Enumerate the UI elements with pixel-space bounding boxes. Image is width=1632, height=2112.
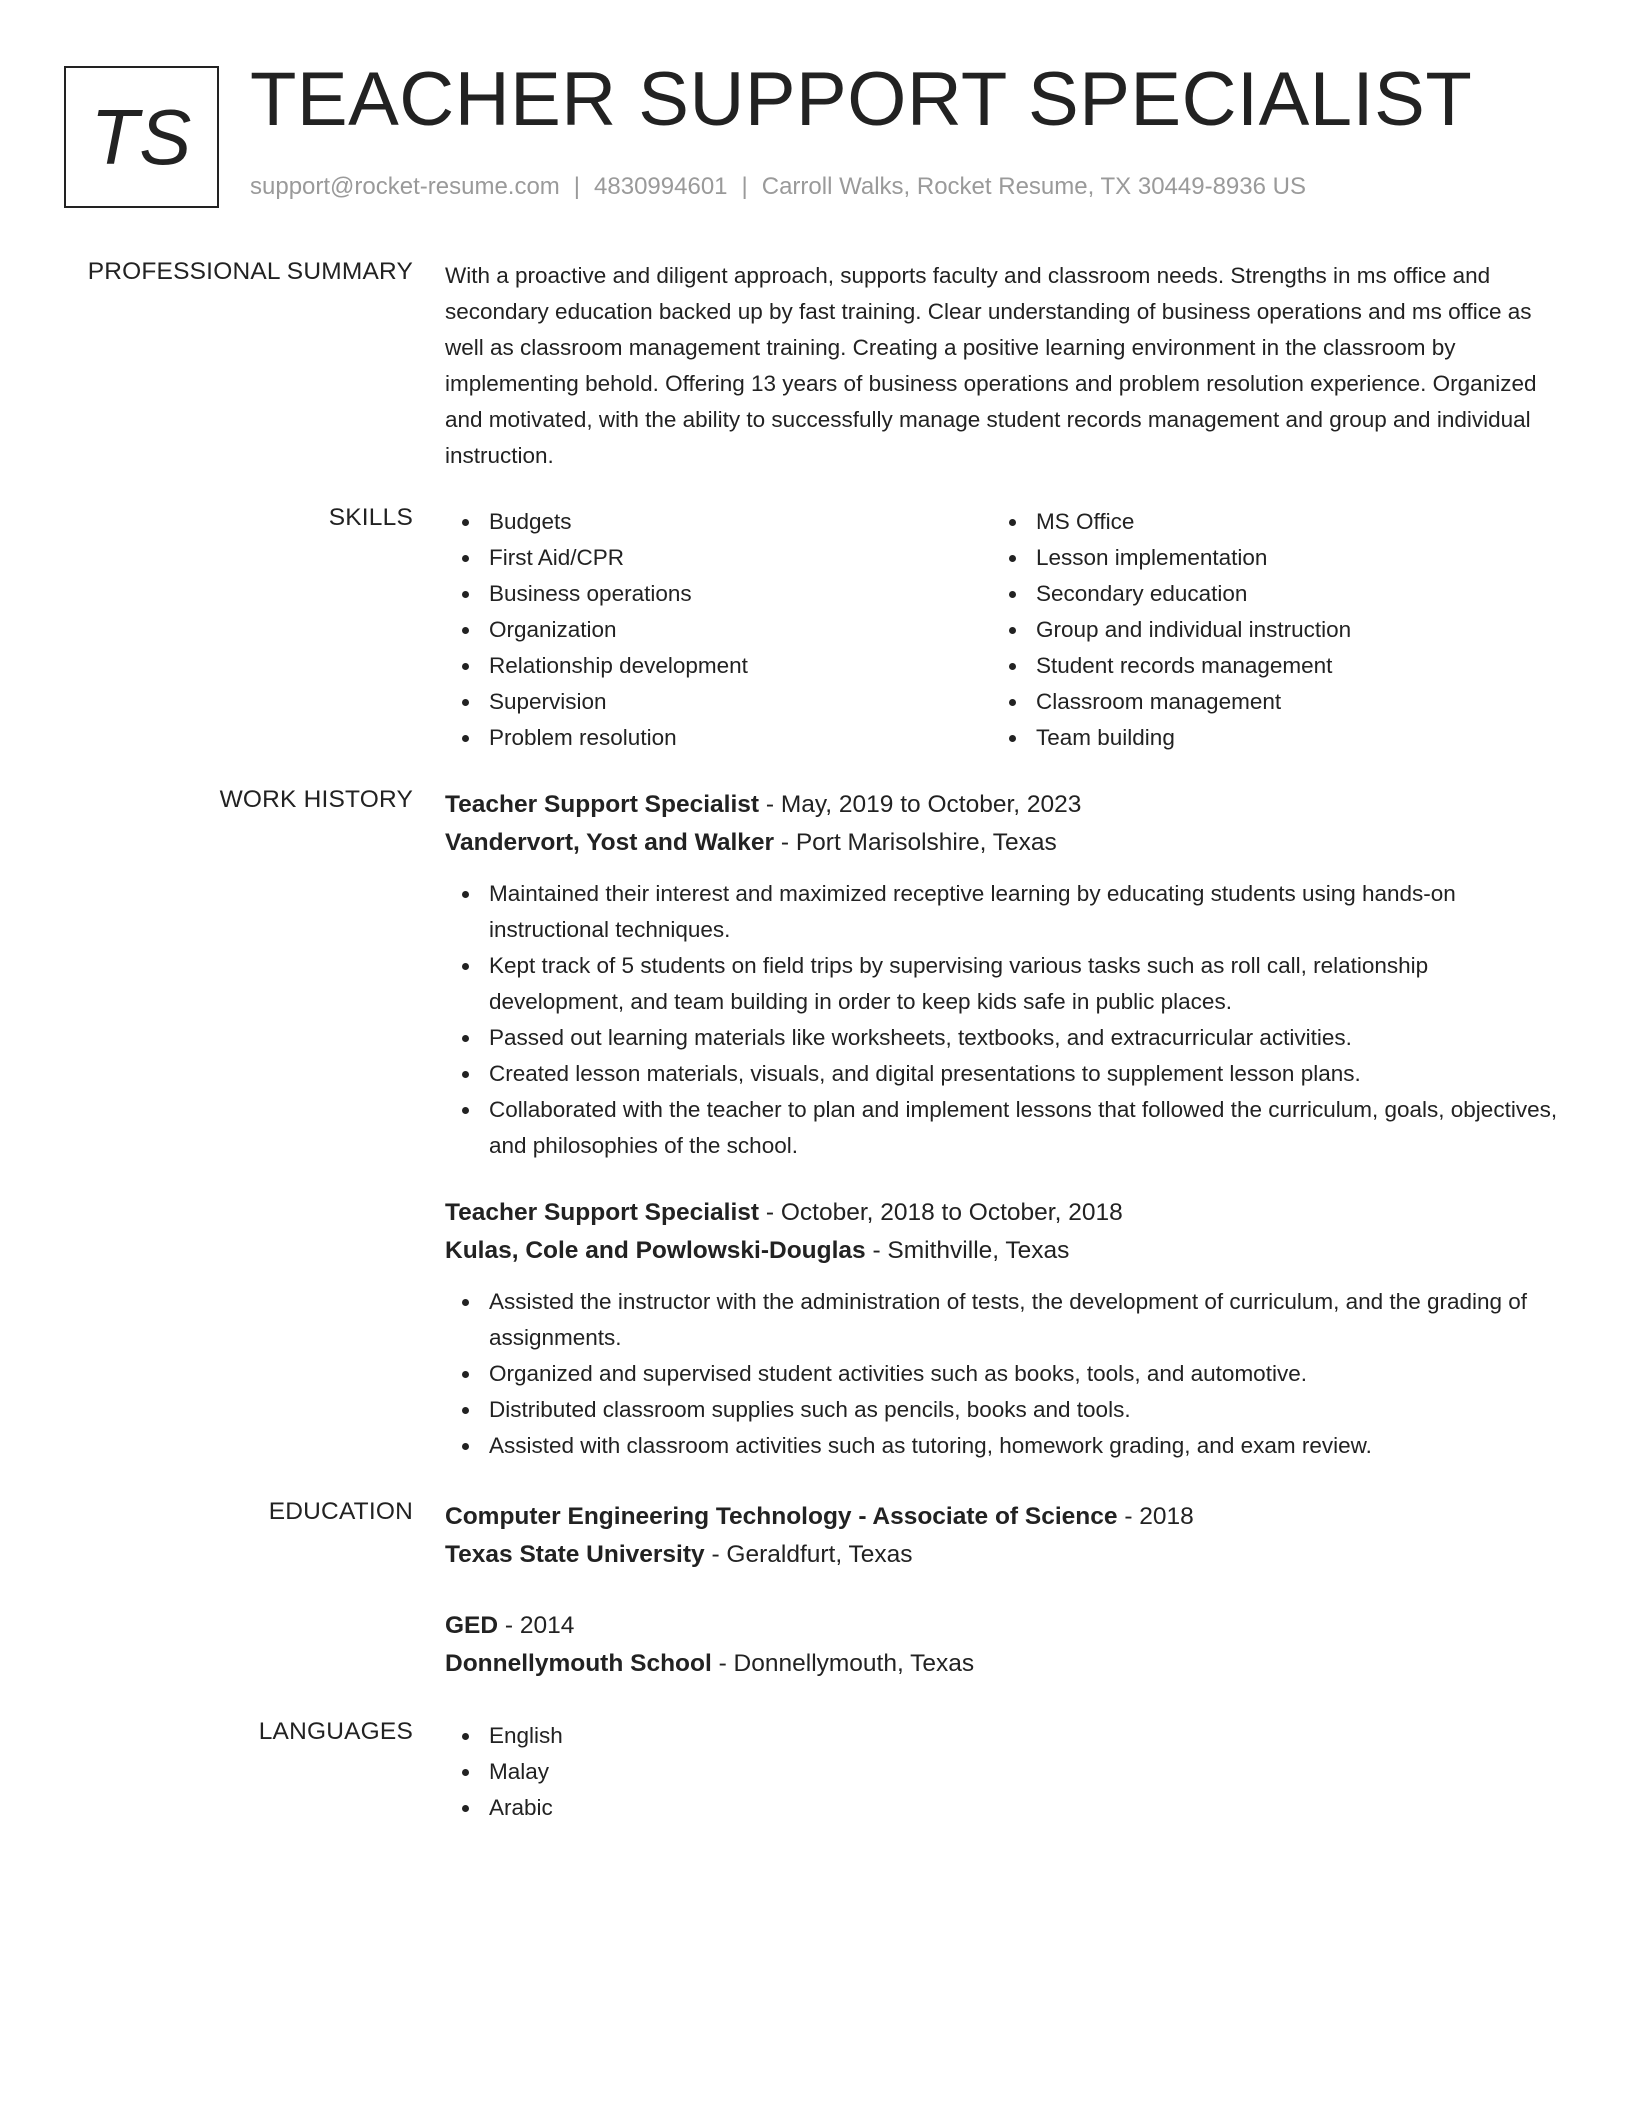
contact-line (250, 173, 1306, 201)
contact-email[interactable]: support@rocket-resume.com (250, 173, 560, 200)
skill-item: Secondary education (992, 576, 1539, 612)
job-bullets (445, 876, 1560, 1164)
job-company: Kulas, Cole and Powlowski-Douglas (445, 1237, 866, 1264)
job-company-line (445, 824, 1560, 862)
skill-item: Group and individual instruction (992, 612, 1539, 648)
resume-title: TEACHER SUPPORT SPECIALIST (250, 57, 1473, 142)
skill-item: Classroom management (992, 684, 1539, 720)
job-bullet: Created lesson materials, visuals, and digital presentations to supplement lesson plans. (445, 1056, 1560, 1092)
section-heading: PROFESSIONAL SUMMARY (87, 258, 413, 285)
skill-item: Organization (445, 612, 992, 648)
language-item: Malay (445, 1754, 1560, 1790)
languages-list (445, 1718, 1560, 1826)
skills-list-left (445, 504, 992, 756)
job-bullet: Distributed classroom supplies such as pencils, books and tools. (445, 1392, 1560, 1428)
job-entry (445, 1194, 1560, 1464)
education-degree: Computer Engineering Technology - Associate of Science (445, 1503, 1118, 1530)
job-title-line (445, 1194, 1560, 1232)
education-degree: GED (445, 1612, 499, 1639)
job-bullet: Assisted with classroom activities such as tutoring, homework grading, and exam review. (445, 1428, 1560, 1464)
job-bullet: Collaborated with the teacher to plan and implement lessons that followed the curriculum, goals, objectives, and philosophies of the school. (445, 1092, 1560, 1164)
education-location: - Geraldfurt, Texas (704, 1541, 913, 1568)
job-entry (445, 786, 1560, 1164)
section-heading: SKILLS (328, 504, 413, 531)
skill-item: Problem resolution (445, 720, 992, 756)
skill-item: Business operations (445, 576, 992, 612)
job-bullets (445, 1284, 1560, 1464)
job-company-line (445, 1232, 1560, 1270)
job-bullet: Passed out learning materials like worksheets, textbooks, and extracurricular activities. (445, 1020, 1560, 1056)
skills-list-right (992, 504, 1539, 756)
contact-separator: | (573, 173, 581, 200)
job-dates: - October, 2018 to October, 2018 (759, 1199, 1123, 1226)
skill-item: Lesson implementation (992, 540, 1539, 576)
education-school-line (445, 1536, 1560, 1574)
education-entry (445, 1607, 1560, 1683)
education-school: Texas State University (445, 1541, 705, 1568)
skill-item: Team building (992, 720, 1539, 756)
education-degree-line (445, 1607, 1560, 1645)
contact-address: Carroll Walks, Rocket Resume, TX 30449-8936 US (761, 173, 1306, 200)
education-year: - 2018 (1117, 1503, 1194, 1530)
job-dates: - May, 2019 to October, 2023 (759, 791, 1082, 818)
education-year: - 2014 (498, 1612, 575, 1639)
skill-item: Supervision (445, 684, 992, 720)
skill-item: Budgets (445, 504, 992, 540)
job-location: - Smithville, Texas (865, 1237, 1070, 1264)
section-heading: EDUCATION (268, 1498, 413, 1525)
monogram-badge: TS (64, 66, 219, 208)
skill-item: MS Office (992, 504, 1539, 540)
job-bullet: Kept track of 5 students on field trips by supervising various tasks such as roll call, relationship development, and team building in order to keep kids safe in public places. (445, 948, 1560, 1020)
job-bullet: Maintained their interest and maximized receptive learning by educating students using hands-on instructional techniques. (445, 876, 1560, 948)
education-entry (445, 1498, 1560, 1574)
education-school-line (445, 1645, 1560, 1683)
skill-item: First Aid/CPR (445, 540, 992, 576)
section-heading: LANGUAGES (258, 1718, 413, 1745)
job-title: Teacher Support Specialist (445, 1199, 760, 1226)
language-item: Arabic (445, 1790, 1560, 1826)
job-title-line (445, 786, 1560, 824)
summary-text: With a proactive and diligent approach, supports faculty and classroom needs. Strengths in ms office and secondary education backed up by fast training. Clear understanding of business operations and ms office as well as classroom management training. Creating a positive learning environment in the classroom by implementing behold. Offering 13 years of business operations and problem resolution experience. Organized and motivated, with the ability to successfully manage student records management and group and individual instruction. (445, 263, 1537, 468)
job-location: - Port Marisolshire, Texas (774, 829, 1057, 856)
job-bullet: Organized and supervised student activities such as books, tools, and automotive. (445, 1356, 1560, 1392)
education-school: Donnellymouth School (445, 1650, 712, 1677)
section-heading: WORK HISTORY (219, 786, 413, 813)
job-company: Vandervort, Yost and Walker (445, 829, 775, 856)
language-item: English (445, 1718, 1560, 1754)
contact-phone[interactable]: 4830994601 (594, 173, 728, 200)
job-bullet: Assisted the instructor with the administration of tests, the development of curriculum, and the grading of assignments. (445, 1284, 1560, 1356)
contact-separator: | (741, 173, 748, 200)
job-title: Teacher Support Specialist (445, 791, 760, 818)
education-degree-line (445, 1498, 1560, 1536)
skill-item: Student records management (992, 648, 1539, 684)
education-location: - Donnellymouth, Texas (711, 1650, 975, 1677)
skill-item: Relationship development (445, 648, 992, 684)
